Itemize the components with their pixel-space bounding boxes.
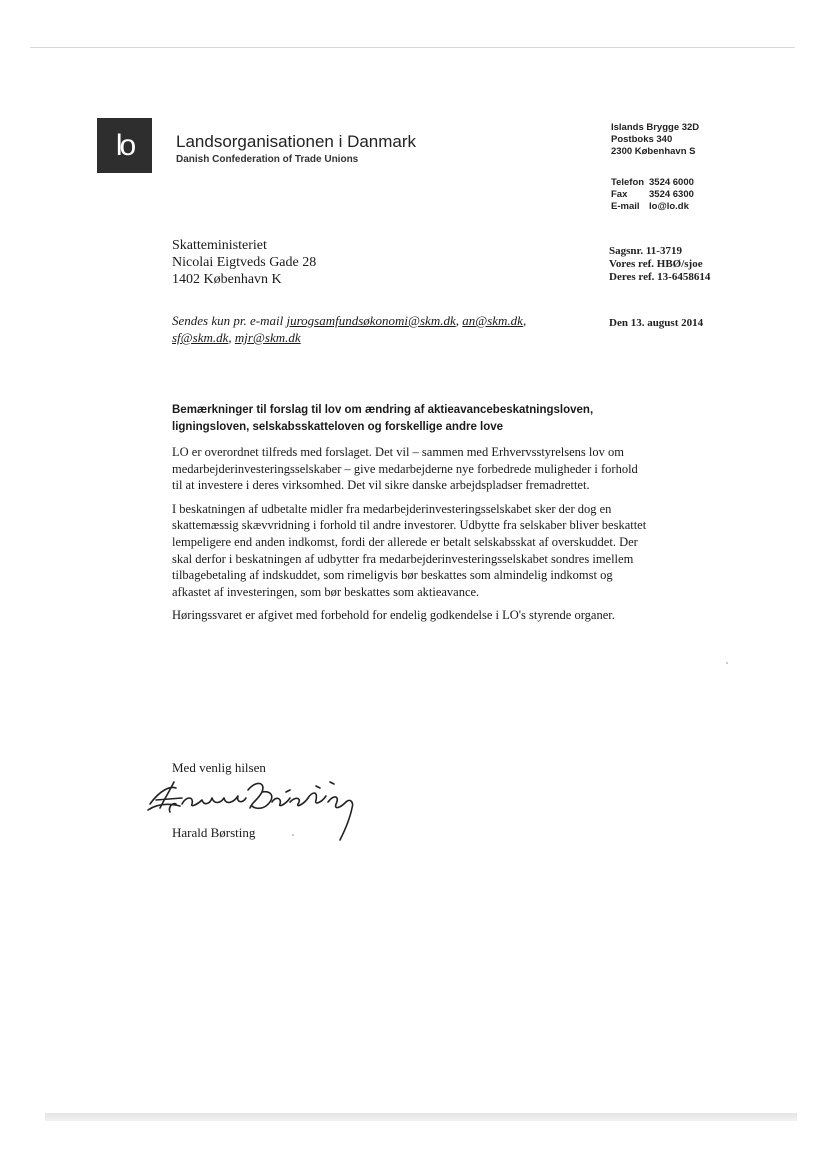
sent-by-prefix: Sendes kun pr. e-mail [172,313,284,328]
lo-logo: lo [97,118,152,173]
letter-body [172,444,650,631]
letter-date: Den 13. august 2014 [609,317,704,329]
contact-label: Fax [611,189,628,200]
address-line: Postboks 340 [611,134,673,145]
contact-value: lo@lo.dk [649,201,689,212]
signer-name: Harald Børsting [172,825,256,840]
body-paragraph: Høringssvaret er afgivet med forbehold for endelig godkendelse i LO's styrende organer. [172,608,615,623]
case-number: Sagsnr. 11-3719 [609,245,682,257]
contact-email [611,201,694,213]
sender-address [611,122,699,158]
scan-edge-top [30,47,795,48]
org-name: Landsorganisationen i Danmark [176,132,417,151]
our-reference: Vores ref. HBØ/sjoe [609,258,703,270]
body-paragraph: LO er overordnet tilfreds med forslaget. Det vil – sammen med Erhvervsstyrelsens lov om medarbejderinvesteringsselskaber – give medarbejderne nye forbedrede muligheder i forhold til at investere i deres virksomhed. Det vil sikre danske arbejdspladser fremadrettet. [172,445,638,493]
contact-label: E-mail [611,201,640,212]
sent-by-email-note: Sendes kun pr. e-mail jurogsamfundsøkonomi@skm.dk, an@skm.dk, sf@skm.dk, mjr@skm.dk [172,313,527,345]
contact-value: 3524 6000 [649,177,694,188]
scan-speck [726,662,728,664]
recipient-line: Nicolai Eigtveds Gade 28 [172,255,317,270]
email-link[interactable]: jurogsamfundsøkonomi@skm.dk [286,313,456,328]
signature-text: Harald Børsting [140,772,147,773]
email-link[interactable]: mjr@skm.dk [234,330,301,345]
body-paragraph: I beskatningen af udbetalte midler fra medarbejderinvesteringsselskabet sker der dog en skattemæssig skævvridning i forhold til andre investorer. Udbytte fra selskaber bliver beskattet lempeligere end anden indkomst, fordi der allerede er betalt selskabsskat af overskuddet. Der skal derfor i beskatningen af udbytter fra medarbejderinvesteringsselskabet sondres imellem tilbagebetaling af indskuddet, som rimeligvis bør beskattes som almindelig indkomst og afkastet af investeringen, som bør beskattes som aktieavance. [172,501,647,599]
contact-phone [611,177,694,189]
email-link[interactable]: an@skm.dk [462,313,523,328]
recipient-address [172,237,316,288]
contact-label: Telefon [611,177,645,188]
closing-greeting: Med venlig hilsen [172,760,266,775]
sender-contacts [611,177,694,213]
your-reference: Deres ref. 13-6458614 [609,271,711,283]
org-subtitle: Danish Confederation of Trade Unions [176,154,359,165]
scan-speck [292,834,294,836]
scan-edge-bottom [45,1113,797,1121]
email-link[interactable]: sf@skm.dk [172,330,229,345]
recipient-line: Skatteministeriet [172,238,267,253]
contact-fax [611,189,694,201]
recipient-line: 1402 København K [172,272,282,287]
address-line: 2300 København S [611,146,696,157]
letter-subject: Bemærkninger til forslag til lov om ændring af aktieavancebeskatningsloven, ligningsloven, selskabsskatteloven og forskellige andre love [172,404,594,433]
address-line: Islands Brygge 32D [611,122,700,133]
contact-value: 3524 6300 [649,189,694,200]
references [609,245,710,284]
